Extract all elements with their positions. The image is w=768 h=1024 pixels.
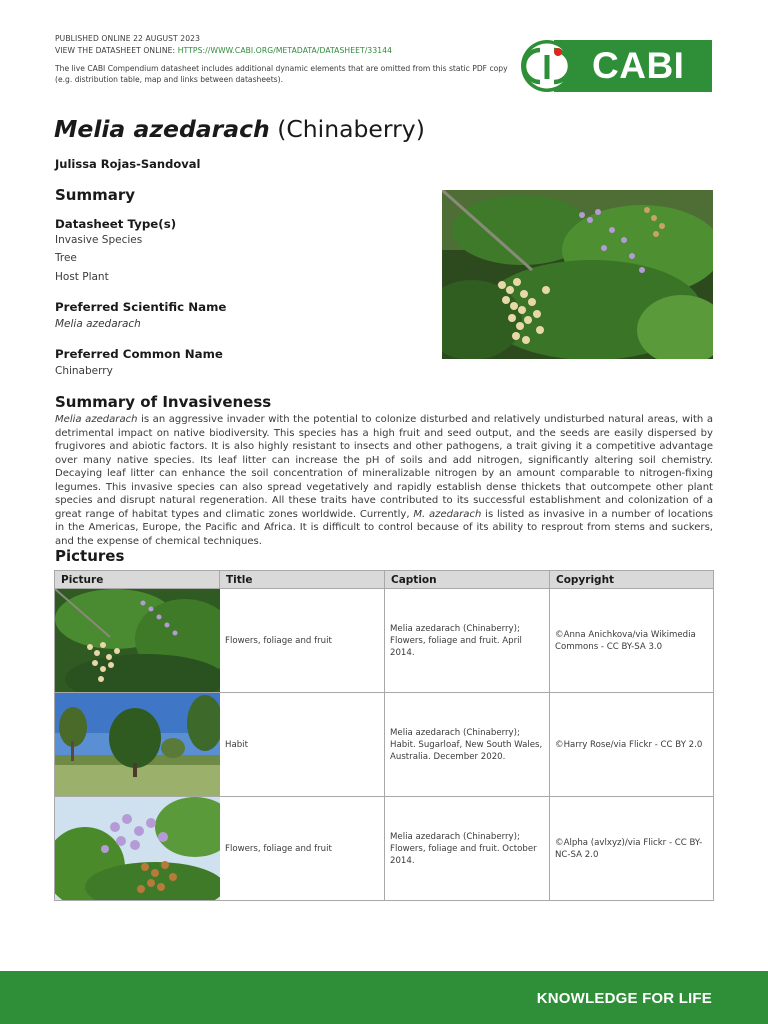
footer-bar	[0, 971, 768, 1024]
species-abbrev-italic: M. azedarach	[413, 508, 482, 520]
column-header: Copyright	[550, 571, 714, 589]
common-name-label: Preferred Common Name	[55, 347, 223, 361]
thumbnail-habit[interactable]	[55, 693, 220, 796]
picture-cell	[55, 693, 220, 797]
datasheet-link-prefix: VIEW THE DATASHEET ONLINE:	[55, 45, 178, 55]
invasiveness-text-end: is listed as invasive in a number of locations in the Americas, Europe, the Pacific and Africa. It is difficult to control because of its ability to resprout from stems and suckers, and the expense of chemical techniques.	[55, 508, 713, 547]
cabi-emblem-icon	[518, 40, 576, 92]
table-header-row	[55, 571, 714, 589]
invasiveness-text: is an aggressive invader with the potential to colonize disturbed and relatively undisturbed natural areas, with a detrimental impact on native biodiversity. This species has a high fruit and seed output, and the seeds are easily dispersed by frugivores and abiotic factors. It is also highly resistant to insects and other pathogens, a trait giving it a competitive advantage over many native species. Its leaf litter can increase the pH of soils and add nitrogen, significantly altering soil chemistry. Decaying leaf litter can enhance the soil concentration of mineralizable nitrogen by an amount comparable to nitrogen-fixing legumes. This invasive species can also spread vegetatively and rapidly establish dense thickets that outcompete other plant species and disrupt natural regeneration. All these traits have contributed to its successful establishment and colonization of a great range of habitat types and climatic zones worldwide. Currently,	[55, 414, 714, 520]
pictures-table	[54, 570, 714, 901]
thumbnail-flowers-fruit-2[interactable]	[55, 797, 220, 900]
picture-copyright: ©Harry Rose/via Flickr - CC BY 2.0	[550, 693, 714, 797]
title-scientific-name: Melia azedarach	[54, 115, 270, 143]
scientific-name-label: Preferred Scientific Name	[55, 300, 227, 314]
datasheet-link[interactable]: HTTPS://WWW.CABI.ORG/METADATA/DATASHEET/33144	[177, 45, 393, 55]
picture-cell	[55, 589, 220, 693]
page-title	[54, 115, 425, 143]
static-copy-note: The live CABI Compendium datasheet includes additional dynamic elements that are omitted from this static PDF copy (e.g. distribution table, map and links between datasheets).	[55, 64, 508, 84]
picture-copyright: ©Anna Anichkova/via Wikimedia Commons - CC BY-SA 3.0	[550, 589, 714, 693]
published-date: PUBLISHED ONLINE 22 AUGUST 2023	[55, 34, 200, 43]
publication-info	[55, 33, 392, 56]
column-header: Title	[220, 571, 385, 589]
picture-caption: Melia azedarach (Chinaberry); Flowers, foliage and fruit. April 2014.	[385, 589, 550, 693]
datasheet-types-list	[55, 231, 142, 286]
scientific-name-value: Melia azedarach	[55, 318, 141, 330]
picture-title: Flowers, foliage and fruit	[220, 589, 385, 693]
picture-cell	[55, 797, 220, 901]
picture-caption: Melia azedarach (Chinaberry); Flowers, foliage and fruit. October 2014.	[385, 797, 550, 901]
hero-photo	[442, 190, 713, 359]
datasheet-types-label: Datasheet Type(s)	[55, 217, 177, 231]
table-row	[55, 797, 714, 901]
footer-tagline: KNOWLEDGE FOR LIFE	[536, 990, 712, 1007]
table-row	[55, 693, 714, 797]
table-row	[55, 589, 714, 693]
datasheet-type: Invasive Species	[55, 234, 143, 246]
invasiveness-paragraph	[55, 413, 713, 548]
title-common-name: (Chinaberry)	[269, 115, 425, 143]
thumbnail-flowers-fruit[interactable]	[55, 589, 220, 692]
datasheet-type: Host Plant	[55, 270, 109, 283]
summary-heading: Summary	[55, 186, 136, 204]
column-header: Caption	[385, 571, 550, 589]
picture-title: Flowers, foliage and fruit	[220, 797, 385, 901]
pictures-heading: Pictures	[55, 547, 125, 565]
picture-copyright: ©Alpha (avlxyz)/via Flickr - CC BY-NC-SA 2.0	[550, 797, 714, 901]
column-header: Picture	[55, 571, 220, 589]
cabi-logo	[518, 40, 712, 92]
picture-title: Habit	[220, 693, 385, 797]
author: Julissa Rojas-Sandoval	[55, 157, 201, 171]
common-name-value: Chinaberry	[55, 365, 113, 377]
logo-wordmark: CABI	[592, 45, 685, 86]
species-name-italic: Melia azedarach	[55, 414, 138, 425]
datasheet-type: Tree	[55, 252, 77, 265]
datasheet-link-line	[55, 45, 392, 57]
picture-caption: Melia azedarach (Chinaberry); Habit. Sugarloaf, New South Wales, Australia. December 2020.	[385, 693, 550, 797]
invasiveness-heading: Summary of Invasiveness	[55, 393, 272, 411]
